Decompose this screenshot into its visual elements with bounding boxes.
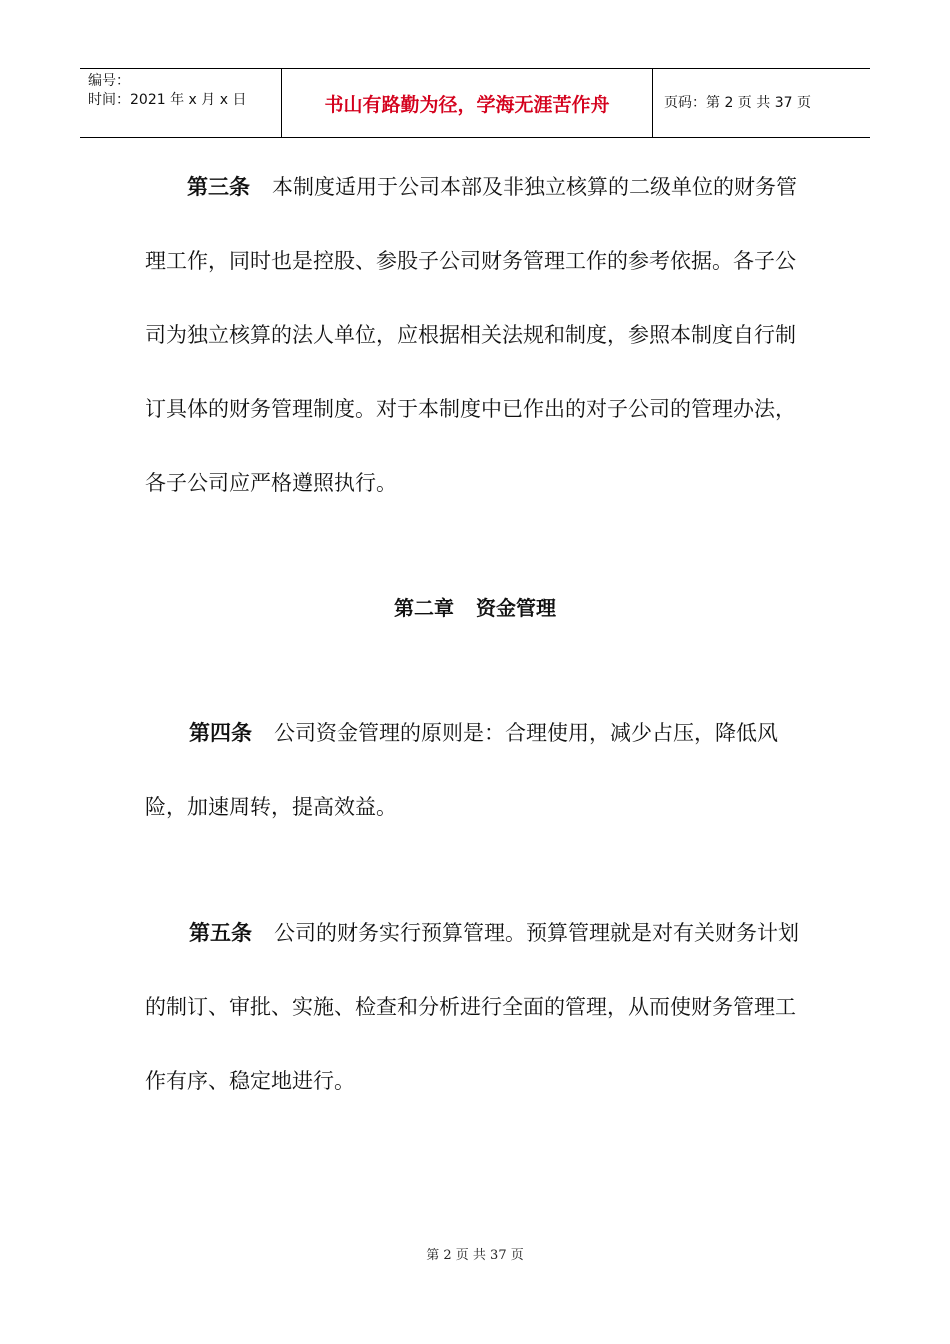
page-footer: 第 2 页 共 37 页 xyxy=(426,1248,524,1263)
header-page-info: 页码：第 2 页 共 37 页 xyxy=(664,95,811,111)
article-5-paragraph xyxy=(145,896,813,1118)
header-motto: 书山有路勤为径，学海无涯苦作舟 xyxy=(324,94,610,116)
serial-number-label: 编号： xyxy=(88,73,130,89)
article-5-text: 公司的财务实行预算管理。预算管理就是对有关财务计划的制订、审批、实施、检查和分析进行全面的管理，从而使财务管理工作有序、稳定地进行。 xyxy=(145,921,799,1093)
chapter-title: 资金管理 xyxy=(476,596,556,620)
header-meta-cell xyxy=(80,69,280,137)
article-5-label: 第五条 xyxy=(189,921,252,945)
article-4-label: 第四条 xyxy=(189,721,252,745)
date-label: 时间：2021 年 x 月 x 日 xyxy=(88,92,247,108)
article-4-text: 公司资金管理的原则是：合理使用，减少占压，降低风险，加速周转，提高效益。 xyxy=(145,721,778,819)
header-motto-cell xyxy=(281,69,653,137)
chapter-heading xyxy=(0,594,950,622)
article-3-label: 第三条 xyxy=(187,175,250,199)
article-4-paragraph xyxy=(145,696,813,844)
header-page-cell xyxy=(652,69,870,137)
article-3-text: 本制度适用于公司本部及非独立核算的二级单位的财务管理工作，同时也是控股、参股子公司财务管理工作的参考依据。各子公司为独立核算的法人单位，应根据相关法规和制度，参照本制度自行制订具体的财务管理制度。对于本制度中已作出的对子公司的管理办法，各子公司应严格遵照执行。 xyxy=(145,175,797,495)
page-header xyxy=(80,68,870,138)
article-3-paragraph xyxy=(145,150,813,520)
chapter-number: 第二章 xyxy=(394,596,454,620)
